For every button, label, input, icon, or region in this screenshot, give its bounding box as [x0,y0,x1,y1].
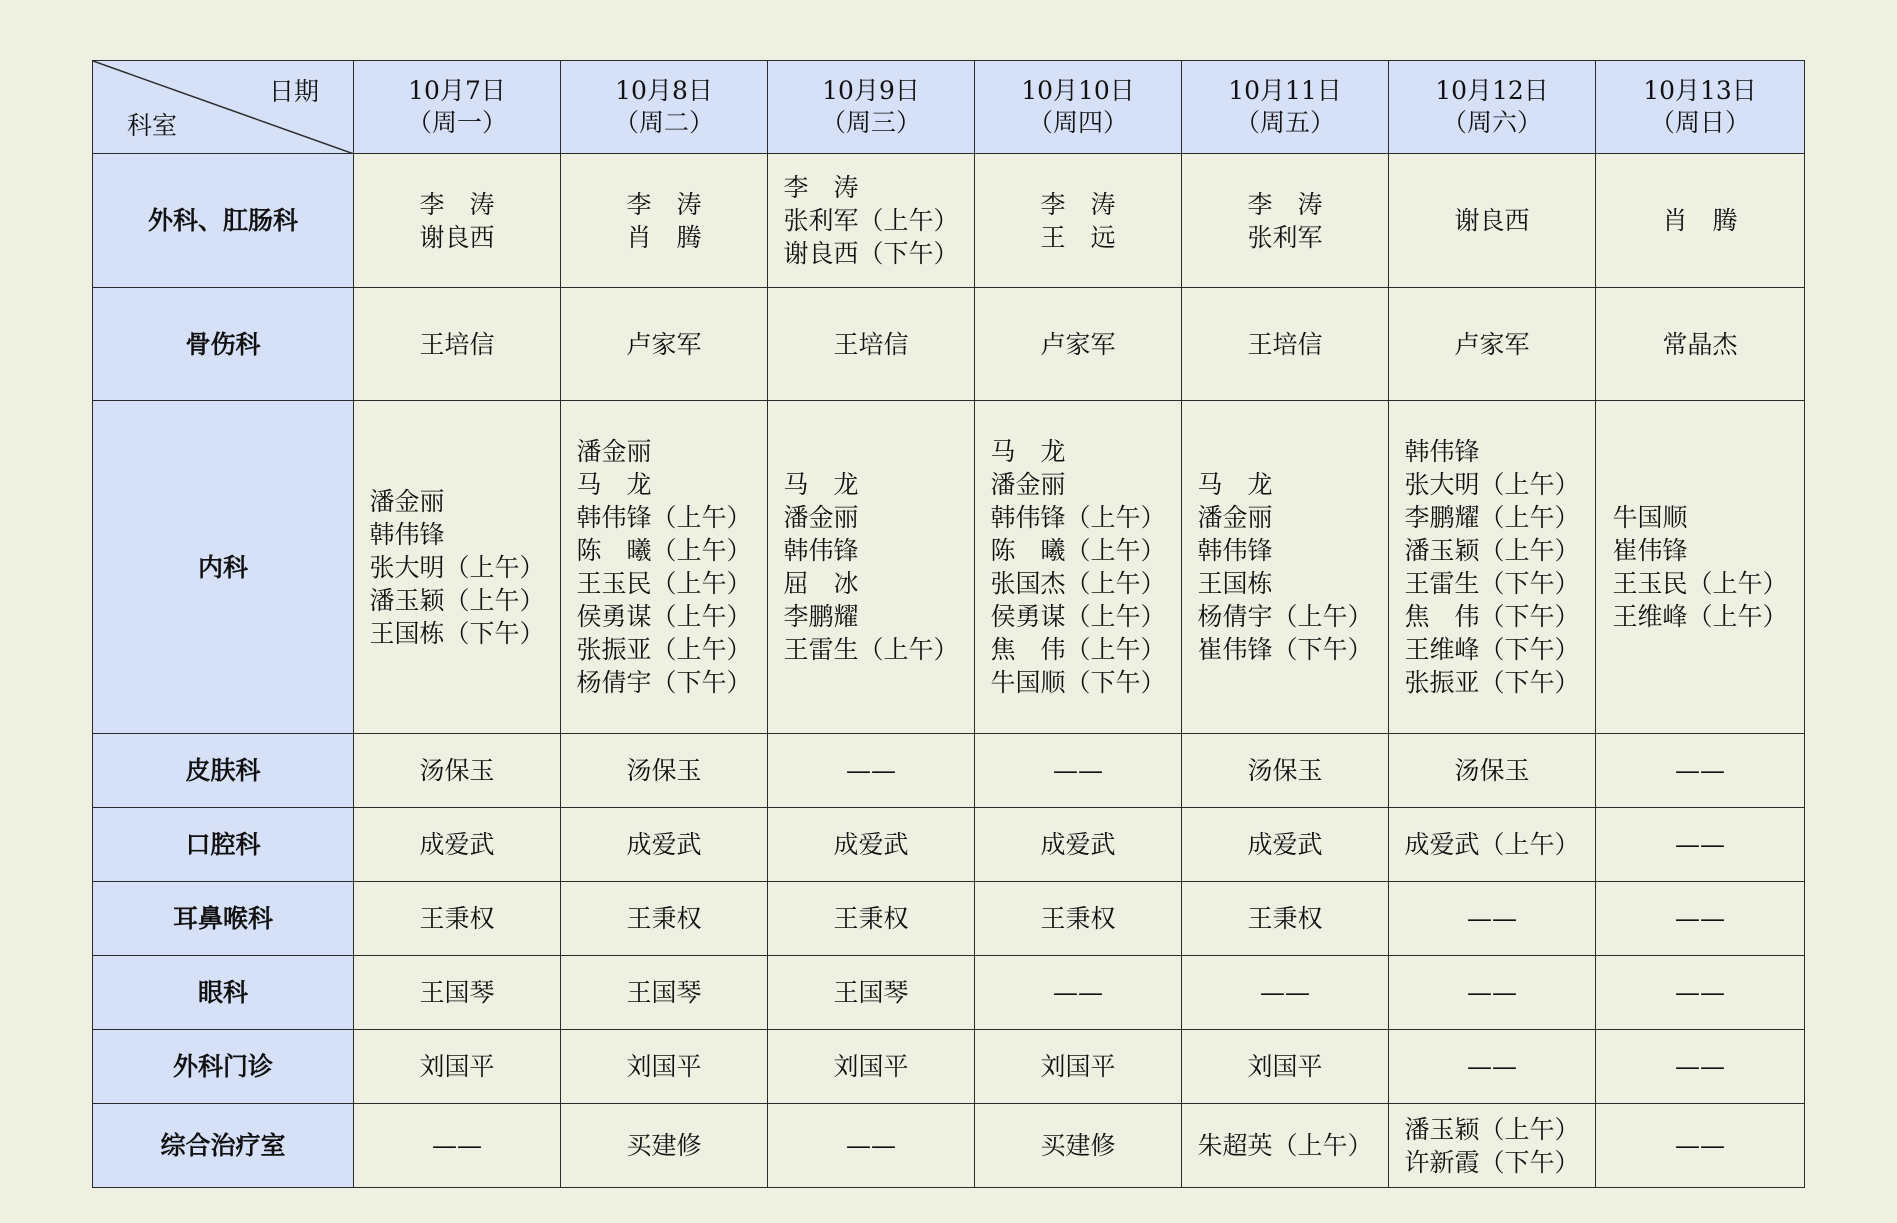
doctor-list [419,976,494,1009]
doctor-name: 张国杰（上午） [990,569,1166,598]
department-name-cell: 皮肤科 [93,734,354,808]
doctor-list [626,328,701,361]
row-surgery-anorectal [93,154,1805,288]
doctor-name: 王秉权 [833,904,909,933]
doctor-list [1675,1050,1725,1083]
duty-cell [975,956,1182,1030]
duty-cell [1182,808,1389,882]
doctor-name: 刘国平 [419,1052,495,1081]
department-name-cell: 外科门诊 [93,1030,354,1104]
department-name-cell: 综合治疗室 [93,1104,354,1188]
doctor-name: 张利军（上午） [783,206,959,235]
doctor-name: 马 龙 [783,470,859,499]
doctor-list [1454,204,1529,237]
doctor-name: —— [1675,904,1725,933]
row-internal-medicine [93,401,1805,734]
doctor-name: 王维峰（上午） [1612,602,1788,631]
doctor-list [419,188,494,254]
doctor-list [1040,902,1115,935]
doctor-list [1247,902,1322,935]
duty-cell [561,401,768,734]
doctor-list [833,976,908,1009]
header-row [93,61,1805,154]
day-date: 10月10日 [1021,76,1135,105]
doctor-name: 刘国平 [626,1052,702,1081]
doctor-name: 李 涛 [1247,189,1323,219]
department-axis-label: 科室 [127,111,178,140]
duty-cell [1182,288,1389,401]
doctor-list [369,485,544,650]
duty-cell [1182,882,1389,956]
doctor-name: 焦 伟（下午） [1404,602,1580,631]
doctor-name: —— [1053,756,1103,785]
duty-cell [1389,882,1596,956]
duty-cell [561,956,768,1030]
doctor-name: —— [1467,1052,1517,1081]
doctor-list [833,1050,908,1083]
doctor-list [1053,754,1103,787]
duty-cell [975,1030,1182,1104]
day-weekday: （周三） [820,108,921,137]
duty-cell [975,882,1182,956]
doctor-name: 陈 曦（上午） [990,536,1166,565]
doctor-list [576,435,751,699]
doctor-name: 王维峰（下午） [1404,635,1580,664]
duty-cell [1596,734,1805,808]
doctor-name: —— [1675,756,1725,785]
duty-cell [1182,1030,1389,1104]
doctor-name: 汤保玉 [1247,756,1323,785]
doctor-name: 王培信 [419,329,495,359]
duty-cell [354,734,561,808]
doctor-name: —— [1467,978,1517,1007]
doctor-list [419,828,494,861]
doctor-name: —— [1675,1131,1725,1160]
doctor-name: —— [1053,978,1103,1007]
row-ophthalmology [93,956,1805,1030]
day-header-cell [768,61,975,154]
duty-cell [561,882,768,956]
doctor-name: 王培信 [833,329,909,359]
doctor-list [1675,976,1725,1009]
doctor-name: 汤保玉 [626,756,702,785]
duty-cell [1389,1030,1596,1104]
doctor-name: 成爱武 [833,830,909,859]
doctor-name: 张利军 [1247,222,1323,252]
doctor-name: 刘国平 [1247,1052,1323,1081]
doctor-name: 韩伟锋 [1197,536,1273,565]
doctor-list [626,1050,701,1083]
doctor-list [432,1129,482,1162]
duty-cell [354,808,561,882]
row-treatment-room [93,1104,1805,1188]
doctor-list [1197,1129,1372,1162]
doctor-name: —— [846,1131,896,1160]
doctor-name: 王秉权 [1247,904,1323,933]
duty-cell [1389,401,1596,734]
doctor-name: 卢家军 [1454,329,1530,359]
doctor-list [783,171,958,270]
day-date: 10月11日 [1228,76,1342,105]
row-orthopedics [93,288,1805,401]
doctor-list [1675,828,1725,861]
doctor-name: 买建修 [1040,1131,1116,1160]
doctor-name: 牛国顺（下午） [990,668,1166,697]
duty-cell [768,882,975,956]
doctor-name: 焦 伟（上午） [990,635,1166,664]
doctor-name: —— [1467,904,1517,933]
doctor-list [1404,435,1579,699]
doctor-name: 成爱武 [626,830,702,859]
duty-cell [1389,154,1596,288]
doctor-list [846,754,896,787]
doctor-name: 韩伟锋 [783,536,859,565]
duty-cell [975,808,1182,882]
doctor-list [833,902,908,935]
doctor-name: 王培信 [1247,329,1323,359]
duty-cell [561,734,768,808]
doctor-list [1675,754,1725,787]
doctor-list [833,328,908,361]
doctor-name: 许新霞（下午） [1404,1147,1580,1177]
doctor-name: 王雷生（下午） [1404,569,1580,598]
duty-cell [561,808,768,882]
duty-cell [354,1030,561,1104]
day-weekday: （周二） [613,108,714,137]
department-name-cell: 耳鼻喉科 [93,882,354,956]
doctor-list [626,902,701,935]
day-header-cell [354,61,561,154]
doctor-name: 韩伟锋 [1404,437,1480,466]
doctor-list [1247,754,1322,787]
day-header-cell [1596,61,1805,154]
day-header-cell [1389,61,1596,154]
doctor-name: 韩伟锋 [369,519,445,549]
department-name-cell: 骨伤科 [93,288,354,401]
duty-cell [1389,288,1596,401]
duty-cell [1182,154,1389,288]
duty-cell [975,154,1182,288]
duty-cell [354,956,561,1030]
doctor-name: 韩伟锋（上午） [990,503,1166,532]
day-weekday: （周一） [406,108,507,137]
doctor-name: 王玉民（上午） [1612,569,1788,598]
doctor-name: 卢家军 [1040,329,1116,359]
doctor-name: 侯勇谋（上午） [576,602,752,631]
doctor-list [626,1129,701,1162]
day-date: 10月13日 [1643,76,1757,105]
doctor-name: 王 远 [1040,222,1116,252]
doctor-name: 谢良西 [1454,206,1530,235]
duty-cell [1596,956,1805,1030]
doctor-list [1675,902,1725,935]
doctor-list [1040,188,1115,254]
doctor-list [1404,1113,1579,1179]
doctor-name: 潘玉颖（上午） [1404,536,1580,565]
doctor-name: 李 涛 [626,189,702,219]
doctor-name: 潘金丽 [783,503,859,532]
doctor-name: 汤保玉 [419,756,495,785]
doctor-list [1662,328,1737,361]
doctor-name: 潘玉颖（上午） [369,585,545,615]
duty-cell [354,288,561,401]
doctor-name: 肖 腾 [1662,206,1738,235]
duty-cell [975,288,1182,401]
day-date: 10月8日 [615,76,713,105]
doctor-name: 侯勇谋（上午） [990,602,1166,631]
duty-cell [1389,734,1596,808]
doctor-name: 王国琴 [833,978,909,1007]
doctor-list [626,754,701,787]
doctor-name: 朱超英（上午） [1197,1131,1373,1160]
doctor-name: 汤保玉 [1454,756,1530,785]
day-date: 10月7日 [408,76,506,105]
doctor-name: 韩伟锋（上午） [576,503,752,532]
day-weekday: （周五） [1234,108,1335,137]
doctor-name: 潘金丽 [990,470,1066,499]
duty-cell [1596,1030,1805,1104]
doctor-name: 谢良西（下午） [783,239,959,268]
doctor-name: 李 涛 [1040,189,1116,219]
doctor-name: 马 龙 [1197,470,1273,499]
doctor-name: 张振亚（下午） [1404,668,1580,697]
doctor-list [1040,1129,1115,1162]
doctor-name: 李 涛 [783,173,859,202]
doctor-list [1467,976,1517,1009]
doctor-name: 张大明（上午） [1404,470,1580,499]
doctor-name: 成爱武 [419,830,495,859]
duty-cell [561,154,768,288]
doctor-name: 潘玉颖（上午） [1404,1114,1580,1144]
day-header-cell [1182,61,1389,154]
doctor-name: 李 涛 [419,189,495,219]
duty-cell [354,882,561,956]
doctor-name: 潘金丽 [1197,503,1273,532]
duty-cell [1182,956,1389,1030]
duty-cell [1389,956,1596,1030]
doctor-name: —— [1675,830,1725,859]
doctor-name: 谢良西 [419,222,495,252]
department-name-cell: 内科 [93,401,354,734]
doctor-list [626,188,701,254]
duty-cell [768,401,975,734]
doctor-name: 屈 冰 [783,569,859,598]
doctor-list [833,828,908,861]
doctor-name: 张振亚（上午） [576,635,752,664]
doctor-list [1454,328,1529,361]
duty-cell [561,1030,768,1104]
duty-cell [768,1104,975,1188]
doctor-name: 张大明（上午） [369,552,545,582]
duty-cell [354,1104,561,1188]
doctor-list [626,976,701,1009]
doctor-list [1247,328,1322,361]
doctor-list [1662,204,1737,237]
corner-header-cell [93,61,354,154]
doctor-name: 杨倩宇（下午） [576,668,752,697]
department-name-cell: 外科、肛肠科 [93,154,354,288]
doctor-list [1247,188,1322,254]
doctor-name: —— [432,1131,482,1160]
duty-cell [768,808,975,882]
row-ent [93,882,1805,956]
doctor-list [1467,1050,1517,1083]
day-weekday: （周四） [1027,108,1128,137]
duty-cell [1389,1104,1596,1188]
duty-cell [1596,808,1805,882]
doctor-list [1247,1050,1322,1083]
duty-cell [354,401,561,734]
doctor-name: 王秉权 [1040,904,1116,933]
doctor-list [1467,902,1517,935]
doctor-name: 潘金丽 [576,437,652,466]
doctor-name: 马 龙 [576,470,652,499]
duty-cell [1389,808,1596,882]
duty-cell [768,288,975,401]
doctor-name: 王国栋（下午） [369,618,545,648]
doctor-list [419,1050,494,1083]
doctor-name: 刘国平 [833,1052,909,1081]
doctor-name: 王国栋 [1197,569,1273,598]
doctor-name: 买建修 [626,1131,702,1160]
duty-cell [1596,401,1805,734]
doctor-name: 杨倩宇（上午） [1197,602,1373,631]
doctor-list [1260,976,1310,1009]
department-name-cell: 眼科 [93,956,354,1030]
doctor-name: 潘金丽 [369,486,445,516]
doctor-list [1053,976,1103,1009]
doctor-list [419,754,494,787]
doctor-list [1197,468,1372,666]
doctor-name: 王国琴 [626,978,702,1007]
day-header-cell [561,61,768,154]
doctor-list [1040,328,1115,361]
doctor-name: —— [1260,978,1310,1007]
doctor-name: —— [1675,978,1725,1007]
day-weekday: （周日） [1649,108,1750,137]
doctor-name: 王玉民（上午） [576,569,752,598]
doctor-list [626,828,701,861]
doctor-name: 马 龙 [990,437,1066,466]
doctor-name: 王国琴 [419,978,495,1007]
duty-cell [1596,288,1805,401]
doctor-list [1404,828,1579,861]
doctor-name: 崔伟锋（下午） [1197,635,1373,664]
row-dermatology [93,734,1805,808]
doctor-name: 崔伟锋 [1612,536,1688,565]
doctor-list [1040,1050,1115,1083]
duty-cell [1182,734,1389,808]
doctor-name: 陈 曦（上午） [576,536,752,565]
duty-cell [354,154,561,288]
duty-cell [975,1104,1182,1188]
duty-cell [975,401,1182,734]
doctor-list [1675,1129,1725,1162]
duty-cell [975,734,1182,808]
doctor-name: 常晶杰 [1662,329,1738,359]
doctor-name: 成爱武 [1247,830,1323,859]
doctor-name: 李鹏耀（上午） [1404,503,1580,532]
day-header-cell [975,61,1182,154]
doctor-list [1247,828,1322,861]
duty-cell [1182,1104,1389,1188]
duty-cell [1596,882,1805,956]
department-name-cell: 口腔科 [93,808,354,882]
duty-cell [561,288,768,401]
duty-cell [1596,154,1805,288]
schedule-body [93,154,1805,1188]
doctor-list [1040,828,1115,861]
doctor-list [419,902,494,935]
doctor-list [1612,501,1787,633]
duty-cell [561,1104,768,1188]
row-stomatology [93,808,1805,882]
doctor-name: 王秉权 [626,904,702,933]
day-date: 10月12日 [1435,76,1549,105]
doctor-name: 李鹏耀 [783,602,859,631]
duty-schedule-table [92,60,1805,1188]
duty-cell [1596,1104,1805,1188]
duty-cell [768,154,975,288]
doctor-name: 卢家军 [626,329,702,359]
doctor-name: —— [846,756,896,785]
day-weekday: （周六） [1441,108,1542,137]
duty-cell [768,734,975,808]
doctor-list [990,435,1165,699]
doctor-name: 王秉权 [419,904,495,933]
duty-cell [1182,401,1389,734]
doctor-list [783,468,958,666]
doctor-list [846,1129,896,1162]
row-surgery-outpatient [93,1030,1805,1104]
doctor-name: 牛国顺 [1612,503,1688,532]
doctor-name: 王雷生（上午） [783,635,959,664]
doctor-name: 肖 腾 [626,222,702,252]
doctor-list [1454,754,1529,787]
doctor-name: 刘国平 [1040,1052,1116,1081]
doctor-list [419,328,494,361]
doctor-name: 成爱武（上午） [1404,830,1580,859]
doctor-name: —— [1675,1052,1725,1081]
duty-cell [768,1030,975,1104]
duty-cell [768,956,975,1030]
day-date: 10月9日 [822,76,920,105]
date-axis-label: 日期 [268,77,319,106]
doctor-name: 成爱武 [1040,830,1116,859]
